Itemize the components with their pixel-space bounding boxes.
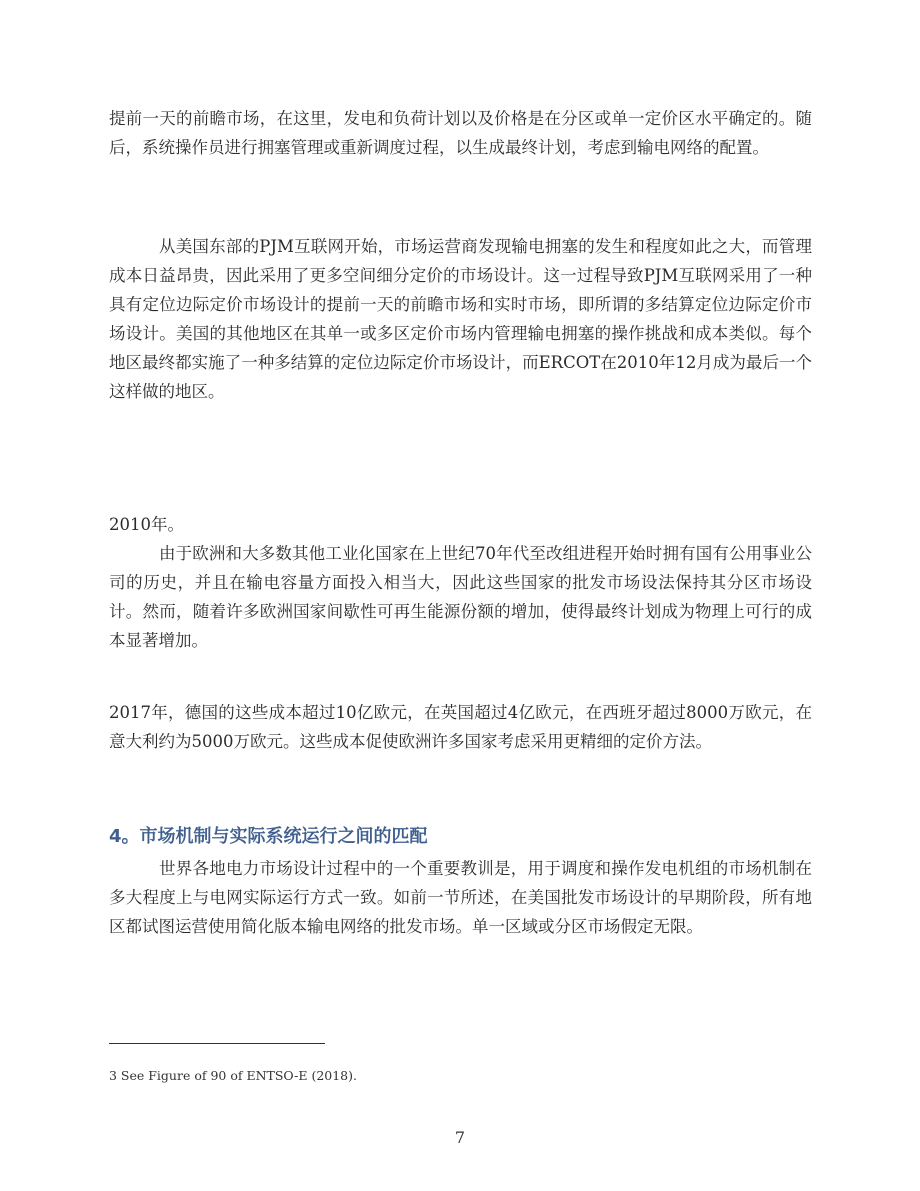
paragraph-1: 提前一天的前瞻市场，在这里，发电和负荷计划以及价格是在分区或单一定价区水平确定的。随后，系统操作员进行拥塞管理或重新调度过程，以生成最终计划，考虑到输电网络的配置。 xyxy=(109,109,812,157)
page-number: 7 xyxy=(454,1128,466,1147)
footnote: 3 See Figure of 90 of ENTSO-E (2018). xyxy=(109,1068,357,1083)
footnote-divider xyxy=(109,1043,325,1044)
paragraph-2: 从美国东部的PJM互联网开始，市场运营商发现输电拥塞的发生和程度如此之大，而管理成本日益昂贵，因此采用了更多空间细分定价的市场设计。这一过程导致PJM互联网采用了一种具有定位边际定价市场设计的提前一天的前瞻市场和实时市场，即所谓的多结算定位边际定价市场设计。美国的其他地区在其单一或多区定价市场内管理输电拥塞的操作挑战和成本类似。每个地区最终都实施了一种多结算的定位边际定价市场设计，而ERCOT在2010年12月成为最后一个这样做的地区。 xyxy=(109,237,812,401)
section-heading: 4。市场机制与实际系统运行之间的匹配 xyxy=(109,826,428,847)
paragraph-4: 由于欧洲和大多数其他工业化国家在上世纪70年代至改组进程开始时拥有国有公用事业公司的历史，并且在输电容量方面投入相当大，因此这些国家的批发市场设法保持其分区市场设计。然而，随着许多欧洲国家间歇性可再生能源份额的增加，使得最终计划成为物理上可行的成本显著增加。 xyxy=(109,544,812,650)
paragraph-5: 2017年，德国的这些成本超过10亿欧元，在英国超过4亿欧元，在西班牙超过8000万欧元，在意大利约为5000万欧元。这些成本促使欧洲许多国家考虑采用更精细的定价方法。 xyxy=(109,703,812,751)
paragraph-3: 2010年。 xyxy=(109,515,184,534)
paragraph-6: 世界各地电力市场设计过程中的一个重要教训是，用于调度和操作发电机组的市场机制在多大程度上与电网实际运行方式一致。如前一节所述，在美国批发市场设计的早期阶段，所有地区都试图运营使用简化版本输电网络的批发市场。单一区域或分区市场假定无限。 xyxy=(109,859,812,936)
